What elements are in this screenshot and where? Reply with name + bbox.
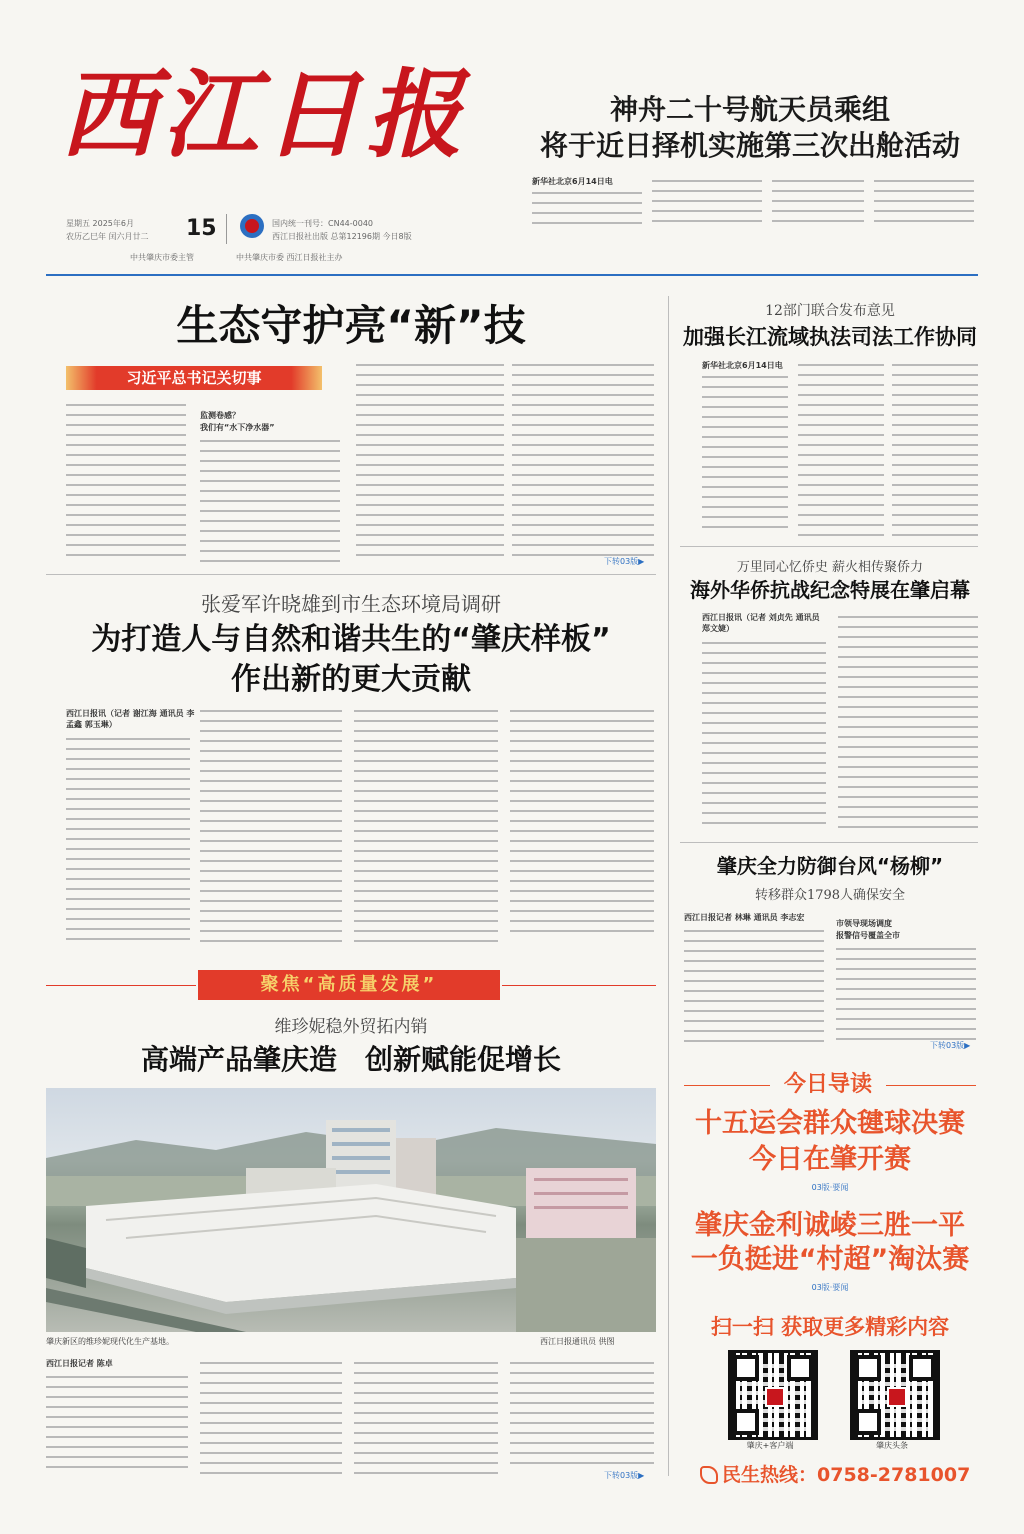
phone-icon bbox=[700, 1466, 718, 1484]
guide-item-2-line-2[interactable]: 一负挺进“村超”淘汰赛 bbox=[690, 1244, 970, 1275]
masthead-rule bbox=[46, 274, 978, 276]
top-headline-1: 神舟二十号航天员乘组 bbox=[609, 93, 890, 126]
lead-col-3 bbox=[356, 360, 504, 564]
publisher-1: 中共肇庆市委主管 bbox=[130, 253, 194, 262]
story6-headline: 高端产品肇庆造 创新赋能促增长 bbox=[140, 1043, 561, 1076]
lead-band: 习近平总书记关切事 bbox=[66, 366, 322, 390]
story4-kicker: 万里同心忆侨史 薪火相传聚侨力 bbox=[736, 560, 924, 575]
lunar-line: 农历乙巳年 闰六月廿二 bbox=[66, 232, 149, 241]
story6-col-1 bbox=[46, 1372, 188, 1476]
masthead-title: 西江日报 bbox=[60, 58, 468, 171]
band-rule-right bbox=[502, 985, 656, 986]
column-divider bbox=[668, 296, 669, 1476]
divider-right-2 bbox=[680, 842, 978, 843]
lead-subhead-2: 我们有“水下净水器” bbox=[200, 423, 275, 432]
story5-sidebar-1: 市领导现场调度 bbox=[836, 919, 892, 928]
story6-continue[interactable]: 下转03版▶ bbox=[604, 1471, 645, 1480]
guide-item-2-line-1[interactable]: 肇庆金利诚崚三胜一平 bbox=[695, 1210, 965, 1241]
story2-headline-1: 为打造人与自然和谐共生的“肇庆样板” bbox=[91, 622, 611, 657]
divider-1 bbox=[46, 574, 656, 575]
day-number: 15 bbox=[186, 216, 217, 241]
story3-headline: 加强长江流域执法司法工作协同 bbox=[683, 325, 977, 349]
story2-kicker: 张爱军许晓雄到市生态环境局调研 bbox=[201, 592, 501, 616]
story2-col-4 bbox=[510, 706, 654, 936]
factory-photo bbox=[46, 1088, 656, 1332]
guide-item-2-page: 03版·要闻 bbox=[811, 1283, 849, 1292]
story3-col-1 bbox=[702, 372, 788, 536]
story5-byline: 西江日报记者 林琳 通讯员 李志宏 bbox=[684, 913, 805, 922]
lead-continue[interactable]: 下转03版▶ bbox=[604, 557, 645, 566]
top-col-4 bbox=[874, 176, 974, 228]
lead-col-4 bbox=[512, 360, 654, 556]
scan-text: 扫一扫 获取更多精彩内容 bbox=[710, 1315, 950, 1339]
story5-sidebar-2: 报警信号覆盖全市 bbox=[836, 931, 900, 940]
qr-code-app[interactable] bbox=[728, 1350, 818, 1440]
top-dateline: 新华社北京6月14日电 bbox=[532, 177, 613, 186]
qr-code-toutiao[interactable] bbox=[850, 1350, 940, 1440]
guide-item-1-page: 03版·要闻 bbox=[811, 1183, 849, 1192]
story5-continue[interactable]: 下转03版▶ bbox=[930, 1041, 971, 1050]
top-col-3 bbox=[772, 176, 864, 228]
lead-col-1 bbox=[66, 400, 186, 564]
hotline[interactable]: 民生热线：0758-2781007 bbox=[722, 1464, 971, 1486]
cn-number: 国内统一刊号：CN44-0040 bbox=[272, 219, 373, 228]
factory-photo-art bbox=[46, 1088, 656, 1332]
story2-byline: 西江日报讯（记者 谢江海 通讯员 李孟鑫 郭玉琳） bbox=[66, 709, 195, 729]
guide-rule-left bbox=[684, 1085, 770, 1086]
qr-2-label: 肇庆头条 bbox=[876, 1441, 908, 1450]
story2-col-2 bbox=[200, 706, 342, 944]
guide-item-1-line-2[interactable]: 今日在肇开赛 bbox=[749, 1144, 911, 1175]
story4-col-1 bbox=[702, 638, 826, 830]
guide-label: 今日导读 bbox=[783, 1072, 872, 1097]
qr-1-label: 肇庆+客户端 bbox=[746, 1441, 794, 1450]
top-headline-2: 将于近日择机实施第三次出舱活动 bbox=[539, 129, 960, 162]
masthead-divider bbox=[226, 214, 227, 244]
story6-byline: 西江日报记者 陈卓 bbox=[46, 1359, 113, 1368]
story5-col-1 bbox=[684, 926, 824, 1048]
story5-col-2 bbox=[836, 944, 976, 1040]
lead-headline: 生态守护亮“新”技 bbox=[176, 301, 526, 350]
story2-col-1 bbox=[66, 734, 190, 944]
story2-headline-2: 作出新的更大贡献 bbox=[231, 662, 471, 697]
guide-item-1-line-1[interactable]: 十五运会群众毽球决赛 bbox=[695, 1108, 965, 1139]
divider-right-1 bbox=[680, 546, 978, 547]
story6-col-3 bbox=[354, 1358, 498, 1476]
story3-col-3 bbox=[892, 360, 978, 536]
story5-subhead: 转移群众1798人确保安全 bbox=[754, 888, 906, 903]
story4-headline: 海外华侨抗战纪念特展在肇启幕 bbox=[690, 578, 970, 602]
date-line: 星期五 2025年6月 bbox=[66, 219, 134, 228]
story4-byline: 西江日报讯（记者 刘贞先 通讯员 郑文婕） bbox=[702, 613, 820, 633]
story3-kicker: 12部门联合发布意见 bbox=[765, 303, 895, 319]
photo-credit: 西江日报通讯员 供图 bbox=[540, 1337, 615, 1346]
lead-subhead-1: 监测卷感？ bbox=[200, 411, 240, 420]
section-band: 聚焦“高质量发展” bbox=[198, 970, 500, 1000]
publisher-logo-icon bbox=[240, 214, 264, 238]
guide-rule-right bbox=[886, 1085, 976, 1086]
story3-col-2 bbox=[798, 360, 884, 536]
story3-dateline: 新华社北京6月14日电 bbox=[702, 361, 783, 370]
lead-col-2 bbox=[200, 436, 340, 564]
publisher-2: 中共肇庆市委 西江日报社主办 bbox=[236, 253, 343, 262]
issue-info: 西江日报社出版 总第12196期 今日8版 bbox=[272, 232, 412, 241]
story6-col-4 bbox=[510, 1358, 654, 1468]
top-col-2 bbox=[652, 176, 762, 228]
story4-col-2 bbox=[838, 612, 978, 830]
story6-kicker: 维珍妮稳外贸拓内销 bbox=[274, 1017, 428, 1037]
story2-col-3 bbox=[354, 706, 498, 944]
band-rule-left bbox=[46, 985, 196, 986]
photo-caption: 肇庆新区的维珍妮现代化生产基地。 bbox=[46, 1337, 174, 1346]
story6-col-2 bbox=[200, 1358, 342, 1476]
top-col-1 bbox=[532, 188, 642, 228]
story5-headline: 肇庆全力防御台风“杨柳” bbox=[716, 854, 944, 878]
